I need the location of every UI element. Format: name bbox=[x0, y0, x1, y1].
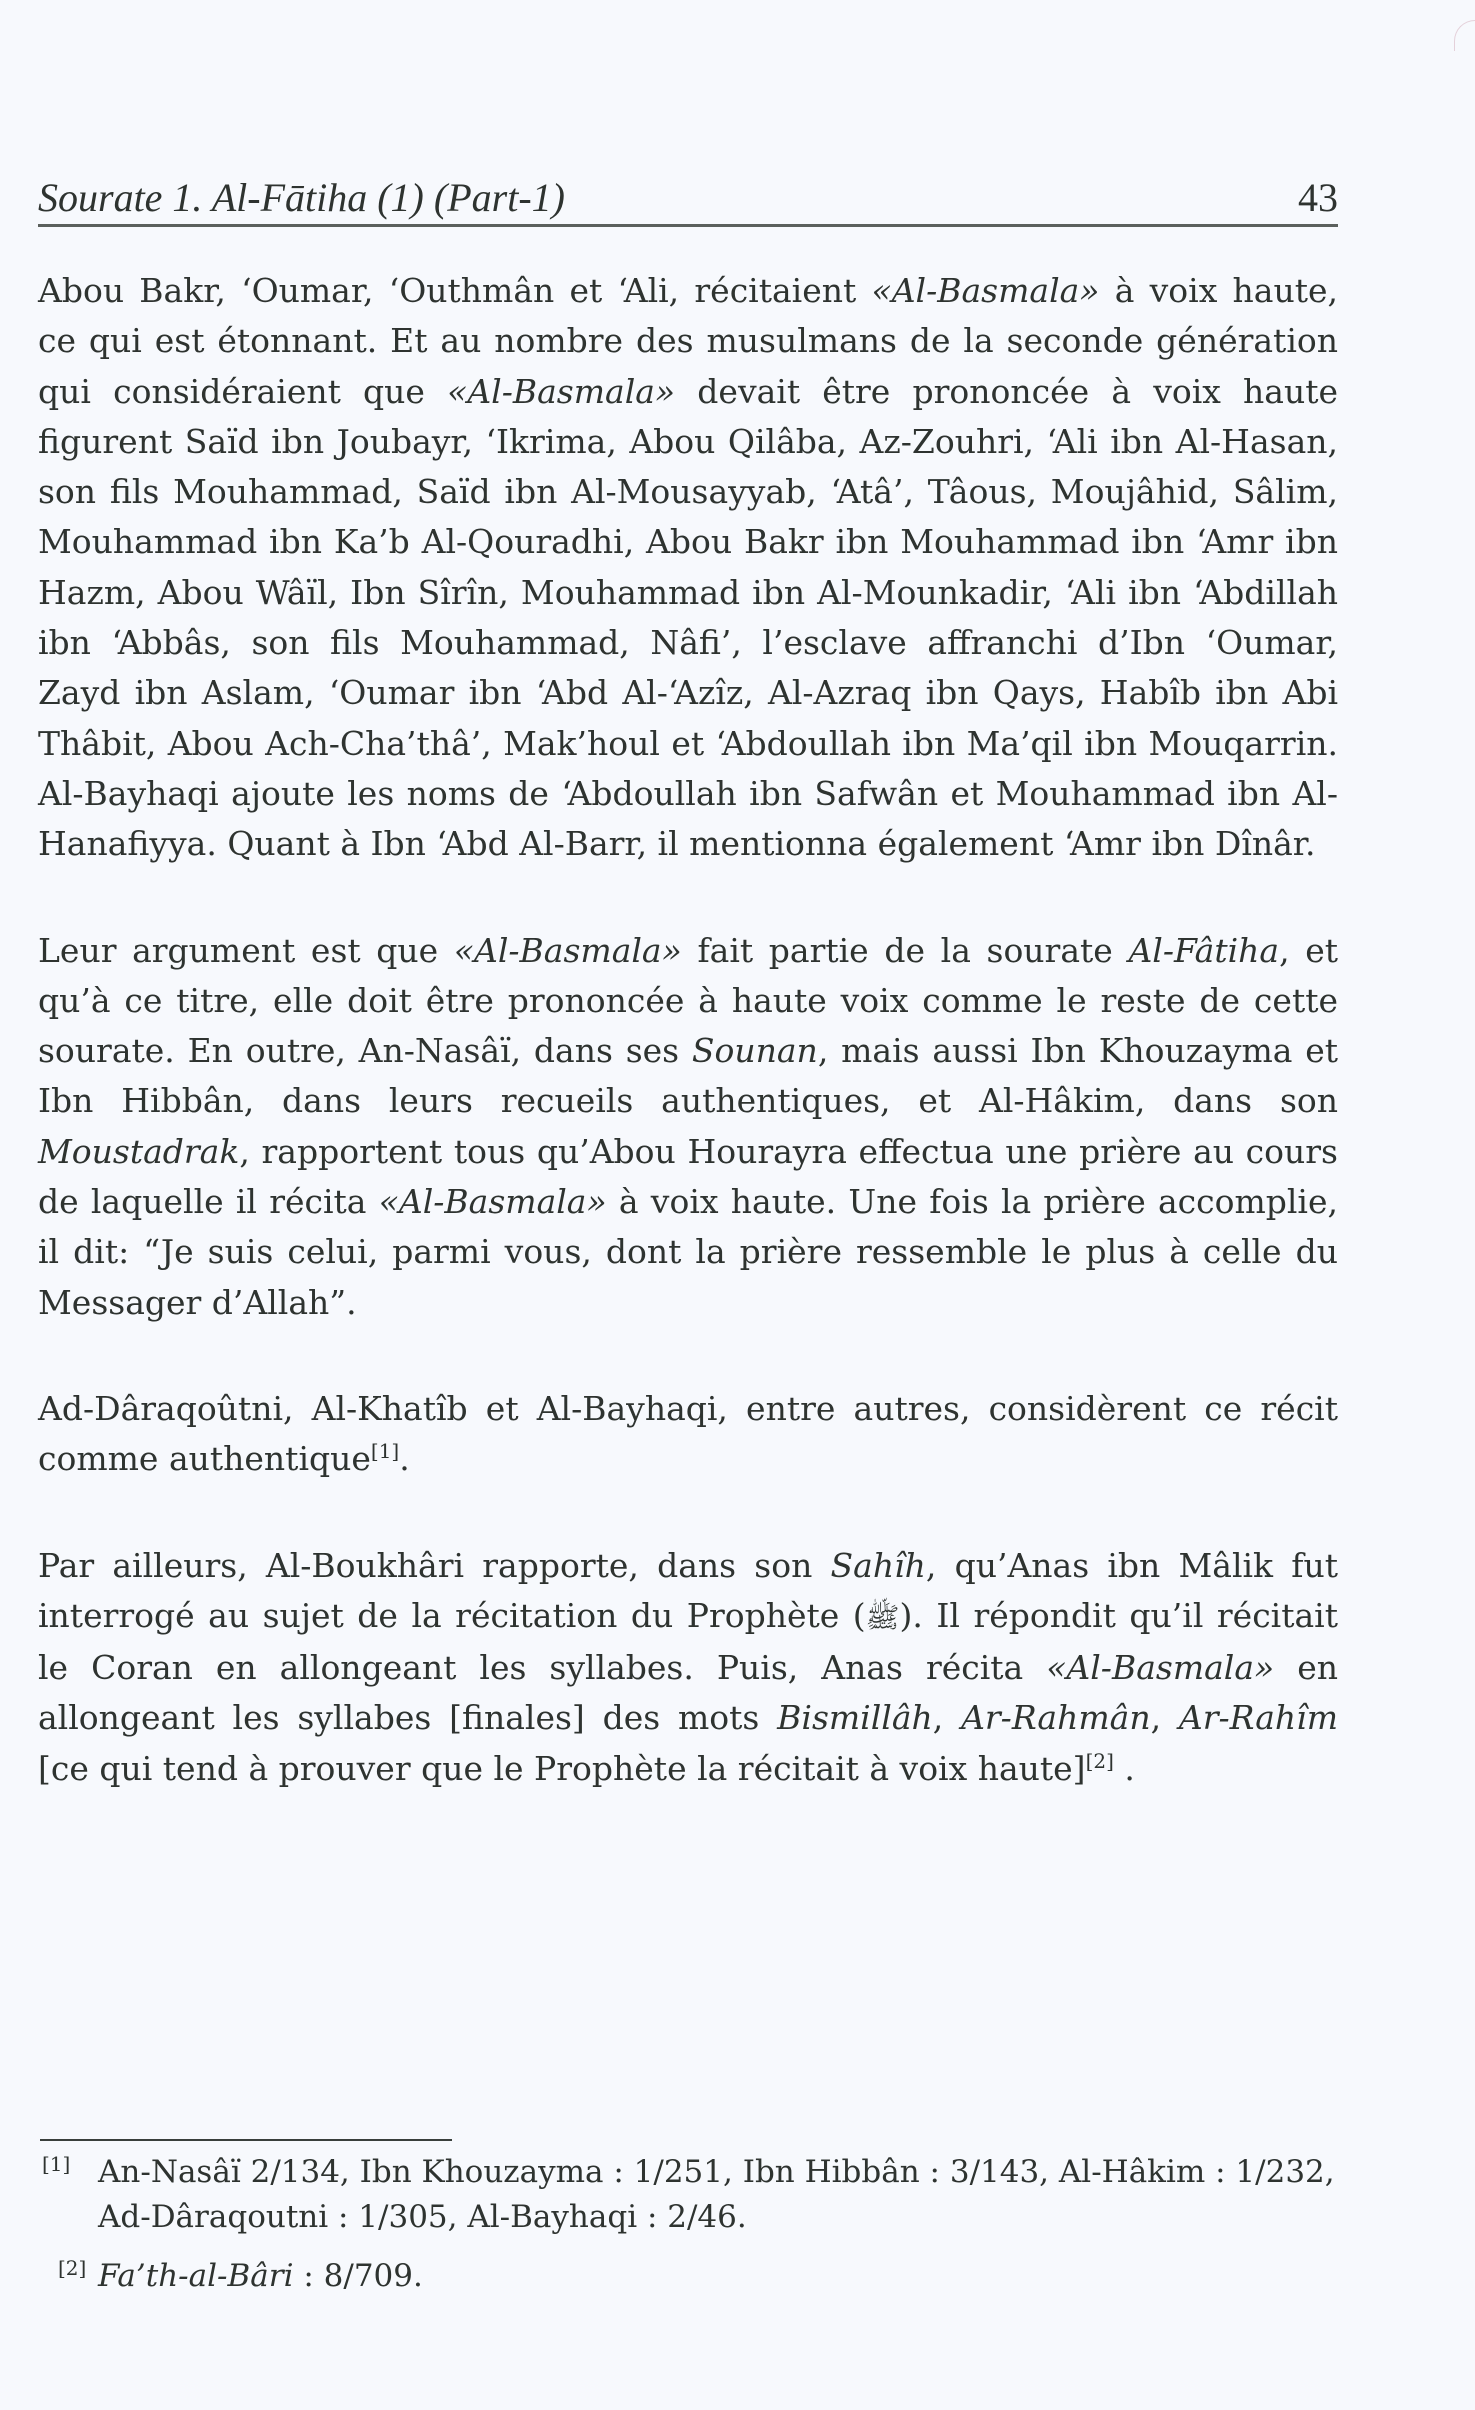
footnote-ref-1[interactable]: [1] bbox=[370, 1439, 400, 1464]
term-ar-rahman: Ar-Rahmân bbox=[961, 1698, 1151, 1738]
term-ar-rahim: Ar-Rahîm bbox=[1178, 1698, 1339, 1738]
footnote-book-title: Fa’th-al-Bâri bbox=[98, 2258, 294, 2294]
term-al-basmala: «Al-Basmala» bbox=[378, 1182, 607, 1222]
book-title-sounan: Sounan bbox=[691, 1031, 818, 1071]
salawat-honorific-icon: ﷺ bbox=[865, 1600, 900, 1634]
paragraph-1: Abou Bakr, ‘Oumar, ‘Outhmân et ‘Ali, récitaient «Al-Basmala» à voix haute, ce qui est étonnant. Et au nombre des musulmans de la seconde génération qui considéraient que «Al-Basmala» devait être prononcée à voix haute figurent Saïd ibn Joubayr, ‘Ikrima, Abou Qilâba, Az-Zouhri, ‘Ali ibn Al-Hasan, son fils Mouhammad, Saïd ibn Al-Mousayyab, ‘Atâ’, Tâous, Moujâhid, Sâlim, Mouhammad ibn Ka’b Al-Qouradhi, Abou Bakr ibn Mouhammad ibn ‘Amr ibn Hazm, Abou Wâïl, Ibn Sîrîn, Mouhammad ibn Al-Mounkadir, ‘Ali ibn ‘Abdillah ibn ‘Abbâs, son fils Mouhammad, Nâfi’, l’esclave affranchi d’Ibn ‘Oumar, Zayd ibn Aslam, ‘Oumar ibn ‘Abd Al-‘Azîz, Al-Azraq ibn Qays, Habîb ibn Abi Thâbit, Abou Ach-Cha’thâ’, Mak’houl et ‘Abdoullah ibn Ma’qil ibn Mouqarrin. Al-Bayhaqi ajoute les noms de ‘Abdoullah ibn Safwân et Mouhammad ibn Al-Hanafiyya. Quant à Ibn ‘Abd Al-Barr, il mentionna également ‘Amr ibn Dînâr. bbox=[38, 271, 1339, 864]
footnote-marker: [1] bbox=[42, 2152, 71, 2176]
main-text bbox=[38, 266, 1338, 1850]
running-header bbox=[38, 172, 1338, 227]
page-number: 43 bbox=[1298, 175, 1338, 220]
page-corner-curl bbox=[1454, 20, 1475, 51]
term-al-basmala: «Al-Basmala» bbox=[1046, 1648, 1275, 1688]
term-al-basmala: «Al-Basmala» bbox=[447, 371, 676, 411]
term-al-basmala: «Al-Basmala» bbox=[871, 271, 1100, 310]
book-title-sahih: Sahîh bbox=[830, 1545, 926, 1585]
paragraph-2: Leur argument est que «Al-Basmala» fait partie de la sourate Al-Fâtiha, et qu’à ce titre, elle doit être prononcée à haute voix comme le reste de cette sourate. En outre, An-Nasâï, dans ses Sounan, mais aussi Ibn Khouzayma et Ibn Hibbân, dans leurs recueils authentiques, et Al-Hâkim, dans son Moustadrak, rapportent tous qu’Abou Hourayra effectua une prière au cours de laquelle il récita «Al-Basmala» à voix haute. Une fois la prière accomplie, il dit: “Je suis celui, parmi vous, dont la prière ressemble le plus à celle du Messager d’Allah”. bbox=[38, 930, 1338, 1322]
paragraph-3: Ad-Dâraqoûtni, Al-Khatîb et Al-Bayhaqi, entre autres, considèrent ce récit comme authentique[1]. bbox=[38, 1388, 1338, 1479]
term-al-fatiha: Al-Fâtiha bbox=[1128, 930, 1280, 970]
footnote-text: : 8/709. bbox=[293, 2258, 423, 2294]
term-bismillah: Bismillâh bbox=[777, 1698, 933, 1738]
footnote-ref-2[interactable]: [2] bbox=[1085, 1748, 1114, 1773]
term-al-basmala: «Al-Basmala» bbox=[453, 930, 682, 970]
chapter-title: Sourate 1. Al-Fātiha (1) (Part-1) bbox=[38, 175, 565, 220]
footnote-1 bbox=[40, 2150, 1340, 2240]
book-title-moustadrak: Moustadrak bbox=[38, 1131, 240, 1171]
footnote-2 bbox=[40, 2254, 1340, 2299]
footnote-separator bbox=[40, 2139, 452, 2141]
footnotes bbox=[40, 2150, 1340, 2313]
footnote-text: An-Nasâï 2/134, Ibn Khouzayma : 1/251, Ibn Hibbân : 3/143, Al-Hâkim : 1/232, Ad-Dâraqoutni : 1/305, Al-Bayhaqi : 2/46. bbox=[98, 2154, 1335, 2235]
paragraph-4: Par ailleurs, Al-Boukhâri rapporte, dans son Sahîh, qu’Anas ibn Mâlik fut interrogé au sujet de la récitation du Prophète (ﷺ). Il répondit qu’il récitait le Coran en allongeant les syllabes. Puis, Anas récita «Al-Basmala» en allongeant les syllabes [finales] des mots Bismillâh, Ar-Rahmân, Ar-Rahîm [ce qui tend à prouver que le Prophète la récitait à voix haute][2] . bbox=[38, 1545, 1339, 1788]
footnote-marker: [2] bbox=[58, 2256, 87, 2280]
